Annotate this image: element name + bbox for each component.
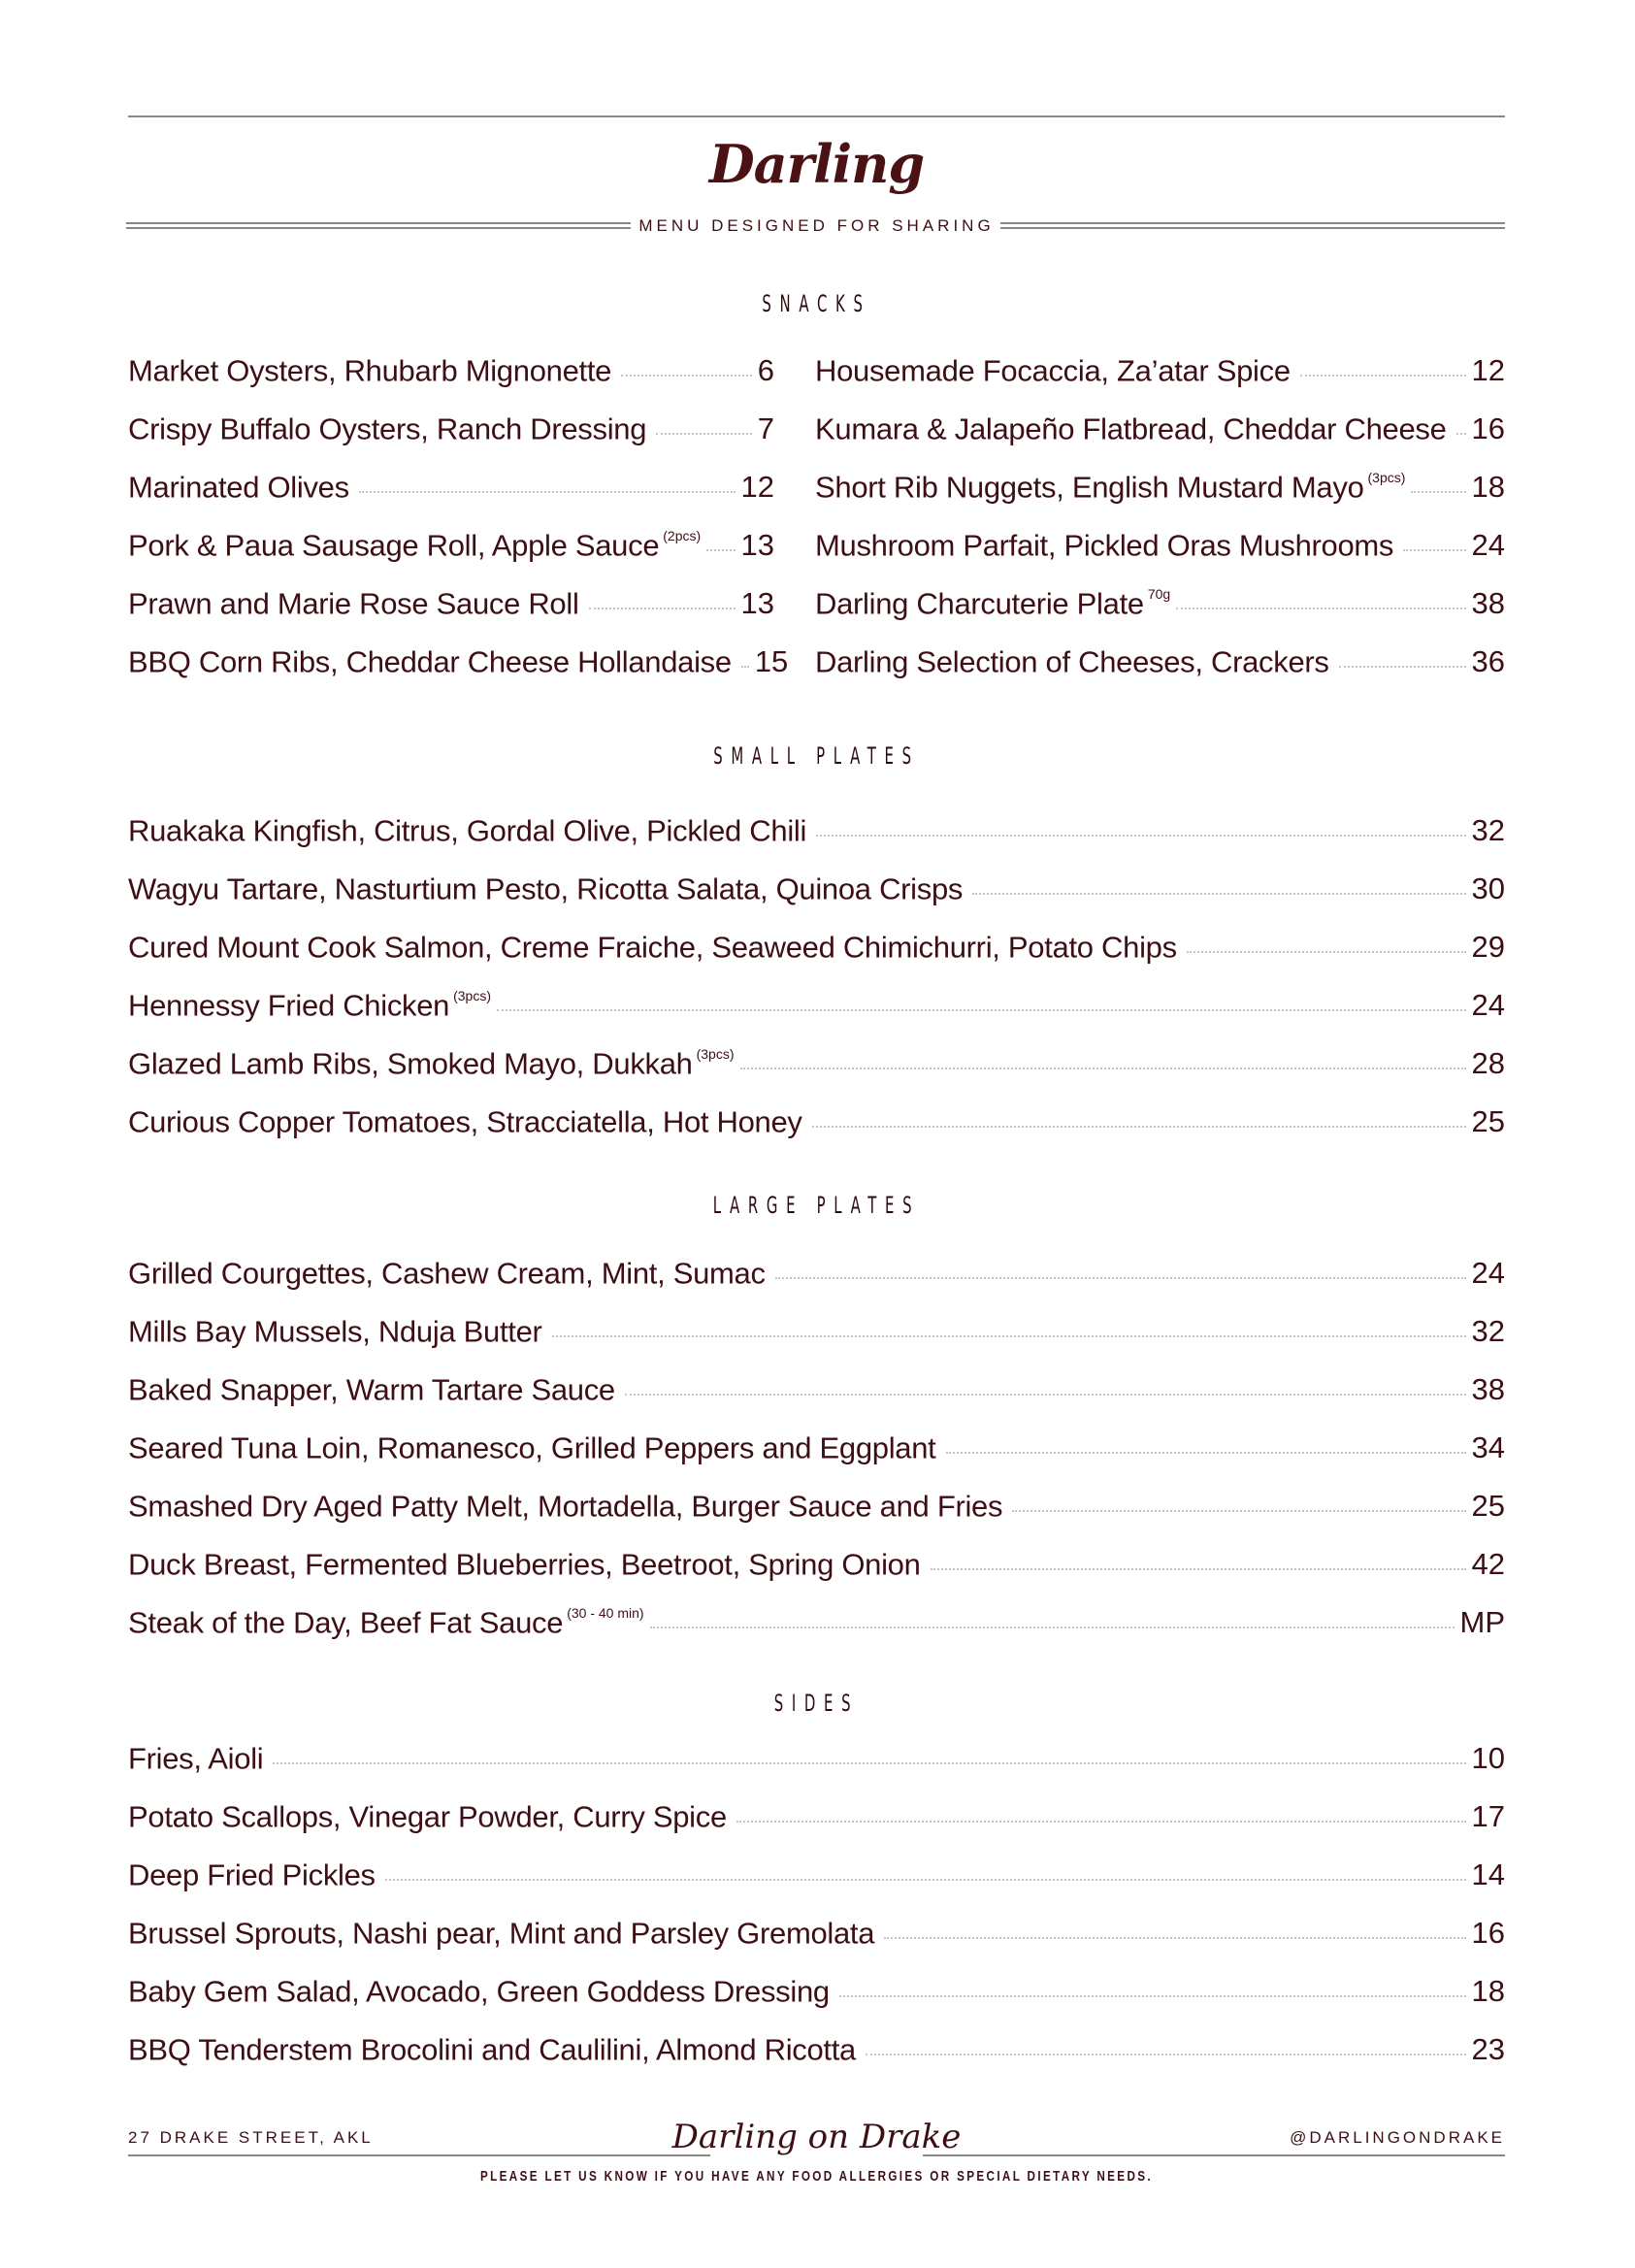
menu-item: [128, 1733, 1505, 1776]
dotted-leader: [736, 1820, 1466, 1823]
item-name: Market Oysters, Rhubarb Mignonette: [128, 353, 612, 388]
item-name: Brussel Sprouts, Nashi pear, Mint and Parsley Gremolata: [128, 1916, 875, 1951]
menu-item: [128, 1306, 1505, 1349]
menu-item: [128, 1097, 1505, 1139]
item-price: 28: [1471, 1046, 1505, 1081]
top-rule: [128, 115, 1505, 117]
item-name: Prawn and Marie Rose Sauce Roll: [128, 586, 579, 621]
menu-item: [128, 1850, 1505, 1892]
item-name: Housemade Focaccia, Za’atar Spice: [815, 353, 1291, 388]
dotted-leader: [650, 1626, 1455, 1628]
dotted-leader: [884, 1936, 1465, 1939]
menu-item: [128, 345, 774, 388]
item-price: 18: [1471, 470, 1505, 505]
item-name: Fries, Aioli: [128, 1741, 264, 1776]
item-name: BBQ Corn Ribs, Cheddar Cheese Hollandaise: [128, 644, 732, 679]
item-name: Seared Tuna Loin, Romanesco, Grilled Peppers and Eggplant: [128, 1430, 936, 1465]
item-name: Pork & Paua Sausage Roll, Apple Sauce $^{(2pcs)}$: [128, 528, 702, 563]
section-title-sides: SIDES: [773, 1690, 860, 1717]
menu-item: [128, 1364, 1505, 1407]
dotted-leader: [589, 607, 736, 609]
dotted-leader: [1012, 1509, 1465, 1512]
logo: Darling: [708, 133, 925, 195]
item-name: Steak of the Day, Beef Fat Sauce $^{(30 - 40 min)}$: [128, 1605, 644, 1640]
menu-page: [128, 0, 1505, 2268]
item-price: 24: [1471, 528, 1505, 563]
item-price: 14: [1471, 1857, 1505, 1892]
item-price: 12: [1471, 353, 1505, 388]
dotted-leader: [1339, 665, 1466, 668]
menu-item: [128, 1248, 1505, 1291]
item-price: 25: [1471, 1489, 1505, 1524]
menu-item: [128, 864, 1505, 906]
section-title-small-plates: SMALL PLATES: [713, 742, 920, 770]
dotted-leader: [1187, 950, 1466, 953]
item-name: Mills Bay Mussels, Nduja Butter: [128, 1314, 542, 1349]
item-price: 32: [1471, 1314, 1505, 1349]
dotted-leader: [552, 1334, 1466, 1337]
dotted-leader: [775, 1276, 1466, 1279]
dotted-leader: [1176, 607, 1465, 609]
item-price: 7: [757, 411, 774, 446]
menu-item: [128, 1791, 1505, 1834]
dotted-leader: [625, 1393, 1466, 1396]
dotted-leader: [946, 1451, 1466, 1454]
menu-item: [128, 922, 1505, 965]
section-title-snacks: SNACKS: [762, 290, 871, 317]
dotted-leader: [706, 548, 735, 551]
dotted-leader: [816, 834, 1465, 837]
menu-item: [815, 637, 1505, 679]
item-name: Darling Charcuterie Plate $^{70g}$: [815, 586, 1171, 621]
item-name: Curious Copper Tomatoes, Stracciatella, Hot Honey: [128, 1104, 802, 1139]
item-name: Potato Scallops, Vinegar Powder, Curry Spice: [128, 1799, 727, 1834]
item-price: 23: [1471, 2032, 1505, 2067]
menu-item: [128, 1038, 1505, 1081]
item-name: Deep Fried Pickles: [128, 1857, 376, 1892]
menu-item: [815, 462, 1505, 505]
footer-social-handle: @DARLINGONDRAKE: [1290, 2128, 1505, 2147]
item-name: Glazed Lamb Ribs, Smoked Mayo, Dukkah $^{(3pcs)}$: [128, 1046, 735, 1081]
item-price: 38: [1471, 1372, 1505, 1407]
dotted-leader: [812, 1125, 1466, 1128]
menu-item: [128, 1423, 1505, 1465]
menu-item: [128, 805, 1505, 848]
menu-item: [815, 345, 1505, 388]
dotted-leader: [497, 1008, 1466, 1011]
dotted-leader: [385, 1878, 1466, 1881]
menu-item: [128, 462, 774, 505]
item-price: 32: [1471, 813, 1505, 848]
menu-item: [128, 1908, 1505, 1951]
section-title-large-plates: LARGE PLATES: [712, 1192, 921, 1219]
item-price: 25: [1471, 1104, 1505, 1139]
dotted-leader: [1300, 374, 1466, 377]
item-price: 6: [757, 353, 774, 388]
footer-address: 27 DRAKE STREET, AKL: [128, 2128, 374, 2147]
menu-item: [128, 1539, 1505, 1582]
dotted-leader: [839, 1994, 1466, 1997]
item-price: 16: [1471, 411, 1505, 446]
dotted-leader: [359, 490, 736, 493]
subtitle-bar: [128, 215, 1505, 239]
item-price: 29: [1471, 930, 1505, 965]
item-price: 10: [1471, 1741, 1505, 1776]
item-price: 15: [754, 644, 789, 679]
item-price: MP: [1459, 1605, 1505, 1640]
item-price: 16: [1471, 1916, 1505, 1951]
item-price: 13: [740, 528, 774, 563]
footer-script-logo: Darling on Drake: [671, 2118, 962, 2156]
menu-item: [815, 520, 1505, 563]
menu-item: [128, 1597, 1505, 1640]
dotted-leader: [931, 1567, 1466, 1570]
menu-item: [815, 404, 1505, 446]
item-name: Wagyu Tartare, Nasturtium Pesto, Ricotta Salata, Quinoa Crisps: [128, 871, 964, 906]
menu-item: [128, 1966, 1505, 2009]
dotted-leader: [1456, 432, 1466, 435]
item-name: Duck Breast, Fermented Blueberries, Beetroot, Spring Onion: [128, 1547, 921, 1582]
dotted-leader: [656, 432, 752, 435]
item-name: Mushroom Parfait, Pickled Oras Mushrooms: [815, 528, 1394, 563]
dotted-leader: [866, 2053, 1466, 2055]
menu-item: [128, 404, 774, 446]
menu-item: [128, 520, 774, 563]
item-name: Smashed Dry Aged Patty Melt, Mortadella, Burger Sauce and Fries: [128, 1489, 1003, 1524]
item-price: 18: [1471, 1974, 1505, 2009]
item-price: 13: [740, 586, 774, 621]
allergy-note: PLEASE LET US KNOW IF YOU HAVE ANY FOOD ALLERGIES OR SPECIAL DIETARY NEEDS.: [480, 2168, 1153, 2185]
menu-item: [128, 578, 774, 621]
item-price: 12: [740, 470, 774, 505]
item-name: Cured Mount Cook Salmon, Creme Fraiche, Seaweed Chimichurri, Potato Chips: [128, 930, 1177, 965]
item-price: 24: [1471, 1256, 1505, 1291]
item-price: 34: [1471, 1430, 1505, 1465]
item-name: Short Rib Nuggets, English Mustard Mayo $^{(3pcs)}$: [815, 470, 1406, 505]
menu-item: [128, 637, 789, 679]
item-name: Baked Snapper, Warm Tartare Sauce: [128, 1372, 615, 1407]
item-name: Baby Gem Salad, Avocado, Green Goddess Dressing: [128, 1974, 830, 2009]
item-price: 24: [1471, 988, 1505, 1023]
dotted-leader: [741, 665, 749, 668]
item-price: 38: [1471, 586, 1505, 621]
item-name: Hennessy Fried Chicken $^{(3pcs)}$: [128, 988, 492, 1023]
menu-item: [815, 578, 1505, 621]
item-price: 42: [1471, 1547, 1505, 1582]
item-name: Ruakaka Kingfish, Citrus, Gordal Olive, Pickled Chili: [128, 813, 807, 848]
item-price: 36: [1471, 644, 1505, 679]
item-name: Marinated Olives: [128, 470, 349, 505]
dotted-leader: [273, 1761, 1465, 1764]
item-name: Darling Selection of Cheeses, Crackers: [815, 644, 1329, 679]
dotted-leader: [621, 374, 752, 377]
menu-item: [128, 1481, 1505, 1524]
dotted-leader: [740, 1067, 1466, 1069]
item-name: Grilled Courgettes, Cashew Cream, Mint, Sumac: [128, 1256, 766, 1291]
item-name: Kumara & Jalapeño Flatbread, Cheddar Cheese: [815, 411, 1447, 446]
dotted-leader: [1411, 490, 1465, 493]
item-name: BBQ Tenderstem Brocolini and Caulilini, Almond Ricotta: [128, 2032, 856, 2067]
menu-item: [128, 980, 1505, 1023]
subtitle: MENU DESIGNED FOR SHARING: [638, 216, 995, 235]
dotted-leader: [1403, 548, 1465, 551]
menu-item: [128, 2024, 1505, 2067]
dotted-leader: [972, 892, 1465, 895]
item-price: 17: [1471, 1799, 1505, 1834]
item-name: Crispy Buffalo Oysters, Ranch Dressing: [128, 411, 647, 446]
item-price: 30: [1471, 871, 1505, 906]
